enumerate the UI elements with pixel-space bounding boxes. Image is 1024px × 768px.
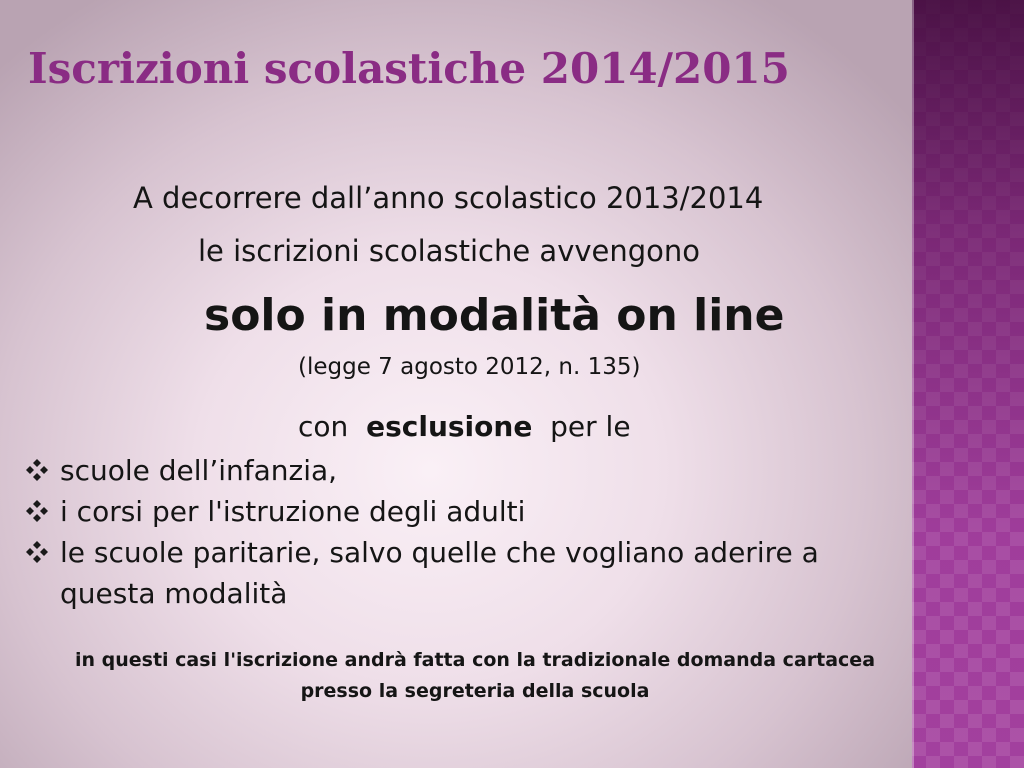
list-item-text: i corsi per l'istruzione degli adulti (60, 495, 526, 528)
exclusion-prefix: con (298, 410, 349, 443)
list-item-text: scuole dell’infanzia, (60, 454, 338, 487)
side-band-edge (912, 0, 914, 768)
exclusion-keyword: esclusione (366, 410, 533, 443)
exclusion-list (22, 450, 908, 614)
four-diamond-bullet-icon (22, 499, 52, 523)
list-item (22, 450, 908, 491)
list-item-text: le scuole paritarie, salvo quelle che vogliano aderire a questa modalità (60, 536, 819, 610)
list-item (22, 491, 908, 532)
online-emphasis: solo in modalità on line (204, 290, 785, 341)
footnote: in questi casi l'iscrizione andrà fatta con la tradizionale domanda cartacea presso la segreteria della scuola (74, 649, 876, 702)
four-diamond-bullet-icon (22, 540, 52, 564)
slide-title: Iscrizioni scolastiche 2014/2015 (28, 44, 790, 93)
four-diamond-bullet-icon (22, 458, 52, 482)
decorative-side-band (912, 0, 1024, 768)
intro-line-2: le iscrizioni scolastiche avvengono (198, 234, 701, 268)
intro-line-1: A decorrere dall’anno scolastico 2013/2014 (133, 181, 764, 215)
law-reference: (legge 7 agosto 2012, n. 135) (298, 354, 641, 380)
exclusion-line (298, 410, 631, 443)
list-item (22, 532, 908, 614)
exclusion-suffix: per le (550, 410, 631, 443)
